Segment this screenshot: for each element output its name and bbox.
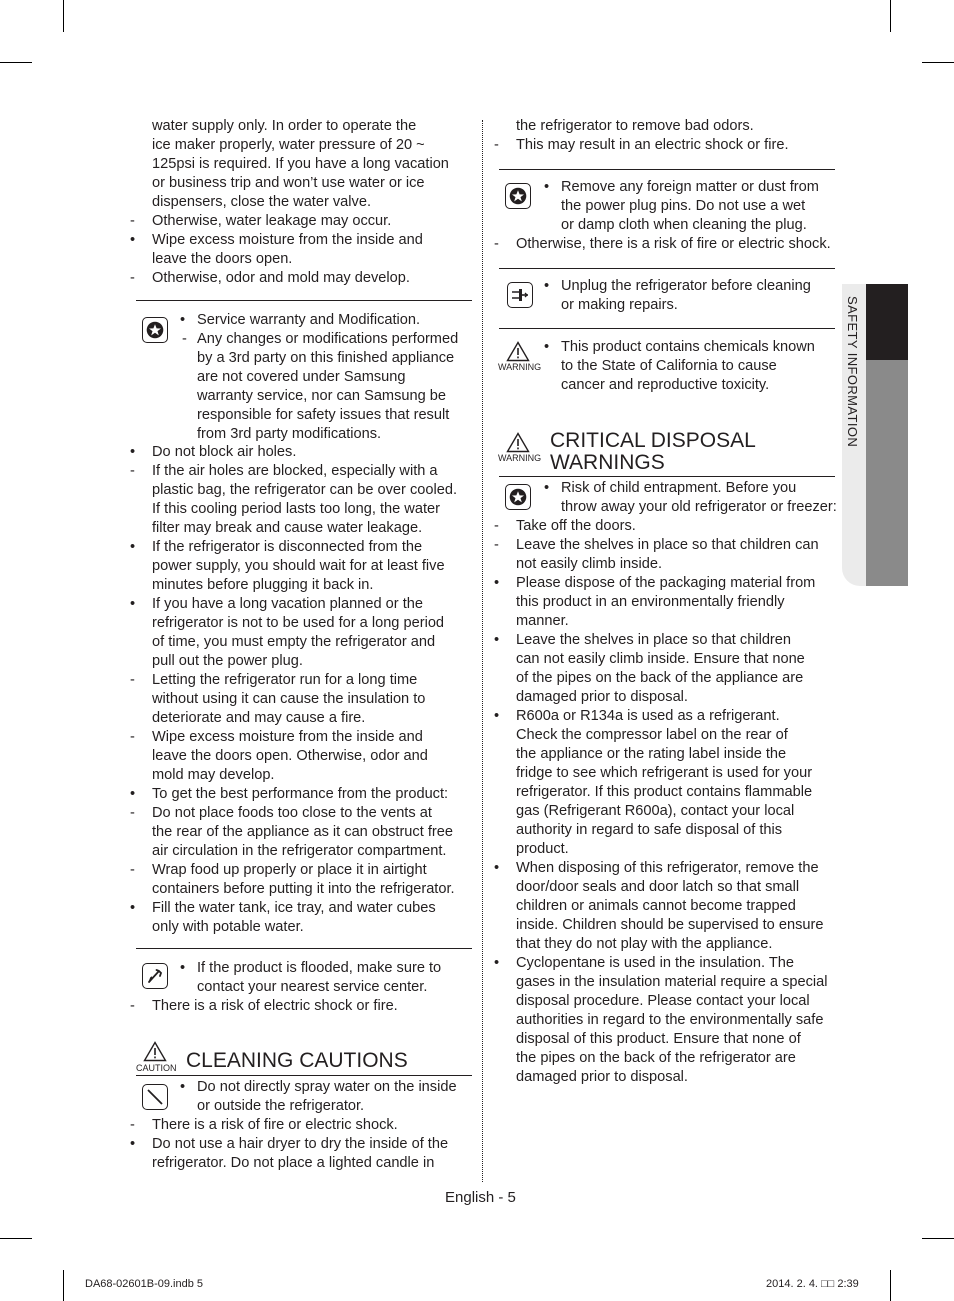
section-rule [136,948,472,949]
text-line: Leave the shelves in place so that children [516,632,792,648]
text-line: or business trip and won’t use water or ice [152,175,425,191]
bullet-marker: • [544,339,550,355]
bullet-marker: • [130,900,136,916]
crop-mark [890,0,891,32]
bullet-marker: • [180,1079,186,1095]
dash-marker: - [130,672,135,688]
warning-label: WARNING [498,362,542,372]
prohibited-icon [142,1084,168,1110]
text-line: 125psi is required. If you have a long vacation [152,156,449,172]
bullet-marker: • [494,860,500,876]
star-icon [505,183,531,209]
text-line: Cyclopentane is used in the insulation. The [516,955,795,971]
text-line: or making repairs. [561,297,678,313]
text-line: plastic bag, the refrigerator can be over cooled. [152,482,458,498]
dash-marker: - [130,213,135,229]
text-line: warranty service, nor can Samsung be [197,388,447,404]
text-line: Otherwise, water leakage may occur. [152,213,392,229]
text-line: to the State of California to cause [561,358,777,374]
side-tab-label: SAFETY INFORMATION [845,296,860,448]
text-line: If this cooling period lasts too long, the water [152,501,440,517]
crop-mark [0,1238,32,1239]
bullet-marker: • [130,232,136,248]
no-touch-icon [142,963,168,989]
dash-marker: - [130,1117,135,1133]
text-line: If the refrigerator is disconnected from the [152,539,423,555]
dash-marker: - [130,862,135,878]
crop-mark [922,1238,954,1239]
dash-marker: - [494,537,499,553]
text-line: without using it can cause the insulation to [152,691,426,707]
text-line: the refrigerator to remove bad odors. [516,118,754,134]
bullet-marker: • [544,179,550,195]
text-line: throw away your old refrigerator or freezer: [561,499,837,515]
text-line: are not covered under Samsung [197,369,406,385]
text-line: Remove any foreign matter or dust from [561,179,819,195]
text-line: Do not directly spray water on the inside [197,1079,457,1095]
text-line: the pipes on the back of the refrigerator are [516,1050,796,1066]
text-line: ice maker properly, water pressure of 20 ~ [152,137,425,153]
print-date: 2014. 2. 4. □□ 2:39 [766,1278,859,1290]
text-line: dispensers, close the water valve. [152,194,372,210]
text-line: refrigerator. If this product contains flammable [516,784,813,800]
text-line: If you have a long vacation planned or the [152,596,423,612]
warranty-bullet: Service warranty and Modification. [197,312,421,328]
crop-mark [0,62,32,63]
text-line: that they do not play with the appliance. [516,936,773,952]
text-line: R600a or R134a is used as a refrigerant. [516,708,780,724]
text-line: If the air holes are blocked, especially with a [152,463,438,479]
text-line: contact your nearest service center. [197,979,428,995]
dash-marker: - [130,805,135,821]
text-line: damaged prior to disposal. [516,689,688,705]
text-line: If the product is flooded, make sure to [197,960,442,976]
star-icon [505,484,531,510]
text-line: Otherwise, there is a risk of fire or electric shock. [516,236,831,252]
disposal-heading: CRITICAL DISPOSAL [550,429,756,452]
text-line: Risk of child entrapment. Before you [561,480,797,496]
text-line: Fill the water tank, ice tray, and water cubes [152,900,436,916]
text-line: fridge to see which refrigerant is used for your [516,765,813,781]
bullet-marker: • [130,1136,136,1152]
bullet-marker: • [130,786,136,802]
text-line: the appliance or the rating label inside the [516,746,787,762]
dash-marker: - [494,236,499,252]
dash-marker: - [130,998,135,1014]
text-line: minutes before plugging it back in. [152,577,374,593]
text-line: pull out the power plug. [152,653,303,669]
text-line: or outside the refrigerator. [197,1098,365,1114]
text-line: power supply, you should wait for at least five [152,558,445,574]
bullet-marker: • [180,312,186,328]
dash-marker: - [130,463,135,479]
dash-marker: - [494,137,499,153]
bullet-marker: • [130,596,136,612]
unplug-icon [507,282,533,308]
bullet-marker: • [130,444,136,460]
bullet-marker: • [180,960,186,976]
star-icon [142,317,168,343]
text-line: the power plug pins. Do not use a wet [561,198,806,214]
dash-marker: - [494,518,499,534]
caution-label: CAUTION [136,1063,177,1073]
disposal-heading-line2: WARNINGS [550,451,665,474]
text-line: Wipe excess moisture from the inside and [152,232,423,248]
bullet-marker: • [544,480,550,496]
bullet-marker: • [544,278,550,294]
text-line: damaged prior to disposal. [516,1069,688,1085]
text-line: authority in regard to safe disposal of this [516,822,783,838]
side-tab-active [866,284,908,360]
bullet-marker: • [494,708,500,724]
text-line: Wrap food up properly or place it in airtight [152,862,427,878]
text-line: water supply only. In order to operate the [152,118,417,134]
text-line: door/door seals and door latch so that small [516,879,800,895]
text-line: by a 3rd party on this finished appliance [197,350,455,366]
text-line: leave the doors open. [152,251,293,267]
text-line: from 3rd party modifications. [197,426,382,442]
text-line: Unplug the refrigerator before cleaning [561,278,811,294]
text-line: product. [516,841,569,857]
text-line: Check the compressor label on the rear of [516,727,788,743]
text-line: gas (Refrigerant R600a), contact your local [516,803,795,819]
text-line: of the pipes on the back of the appliance are [516,670,804,686]
text-line: of time, you must empty the refrigerator and [152,634,436,650]
section-rule [499,328,835,329]
dash-marker: - [182,331,187,347]
section-rule [499,268,835,269]
crop-mark [63,1270,64,1301]
bullet-marker: • [494,955,500,971]
text-line: Take off the doors. [516,518,636,534]
cleaning-heading: CLEANING CAUTIONS [186,1049,408,1072]
text-line: can not easily climb inside. Ensure that none [516,651,805,667]
text-line: Any changes or modifications performed [197,331,459,347]
text-line: deteriorate and may cause a fire. [152,710,366,726]
crop-mark [890,1270,891,1301]
text-line: To get the best performance from the product: [152,786,449,802]
side-tab-gray [866,360,908,586]
text-line: disposal of this product. Ensure that none of [516,1031,801,1047]
text-line: Wipe excess moisture from the inside and [152,729,423,745]
text-line: Please dispose of the packaging material from [516,575,816,591]
text-line: not easily climb inside. [516,556,663,572]
bullet-marker: • [494,632,500,648]
text-line: Do not use a hair dryer to dry the inside of the [152,1136,449,1152]
section-rule [136,300,472,301]
text-line: There is a risk of electric shock or fire. [152,998,398,1014]
text-line: refrigerator. Do not place a lighted candle in [152,1155,435,1171]
bullet-marker: • [494,575,500,591]
text-line: authorities in regard to the environmentally safe [516,1012,824,1028]
text-line: When disposing of this refrigerator, remove the [516,860,819,876]
text-line: leave the doors open. Otherwise, odor and [152,748,428,764]
text-line: cancer and reproductive toxicity. [561,377,770,393]
dash-marker: - [130,270,135,286]
text-line: containers before putting it into the refrigerator. [152,881,455,897]
text-line: This product contains chemicals known [561,339,815,355]
text-line: gases in the insulation material require a special [516,974,828,990]
text-line: Letting the refrigerator run for a long time [152,672,418,688]
text-line: disposal procedure. Please contact your local [516,993,810,1009]
bullet-marker: • [130,539,136,555]
text-line: the rear of the appliance as it can obstruct free [152,824,453,840]
section-rule [499,169,835,170]
crop-mark [63,0,64,32]
text-line: manner. [516,613,569,629]
text-line: There is a risk of fire or electric shock. [152,1117,398,1133]
text-line: Otherwise, odor and mold may develop. [152,270,410,286]
text-line: responsible for safety issues that result [197,407,450,423]
dash-marker: - [130,729,135,745]
crop-mark [922,62,954,63]
text-line: this product in an environmentally friendly [516,594,785,610]
text-line: Leave the shelves in place so that children can [516,537,819,553]
text-line: or damp cloth when cleaning the plug. [561,217,807,233]
text-line: filter may break and cause water leakage. [152,520,423,536]
section-rule [136,1075,472,1076]
section-rule [499,476,835,477]
warning-label: WARNING [498,453,542,463]
text-line: children or animals cannot become trapped [516,898,796,914]
text-line: refrigerator is not to be used for a long period [152,615,445,631]
text-line: air circulation in the refrigerator compartment. [152,843,447,859]
text-line: only with potable water. [152,919,304,935]
page-number: English - 5 [445,1189,516,1206]
text-line: mold may develop. [152,767,275,783]
file-name: DA68-02601B-09.indb 5 [85,1278,204,1290]
text-line: This may result in an electric shock or fire. [516,137,789,153]
text-line: Do not block air holes. [152,444,297,460]
text-line: Do not place foods too close to the vents at [152,805,432,821]
column-divider [482,120,483,1182]
text-line: inside. Children should be supervised to ensure [516,917,824,933]
